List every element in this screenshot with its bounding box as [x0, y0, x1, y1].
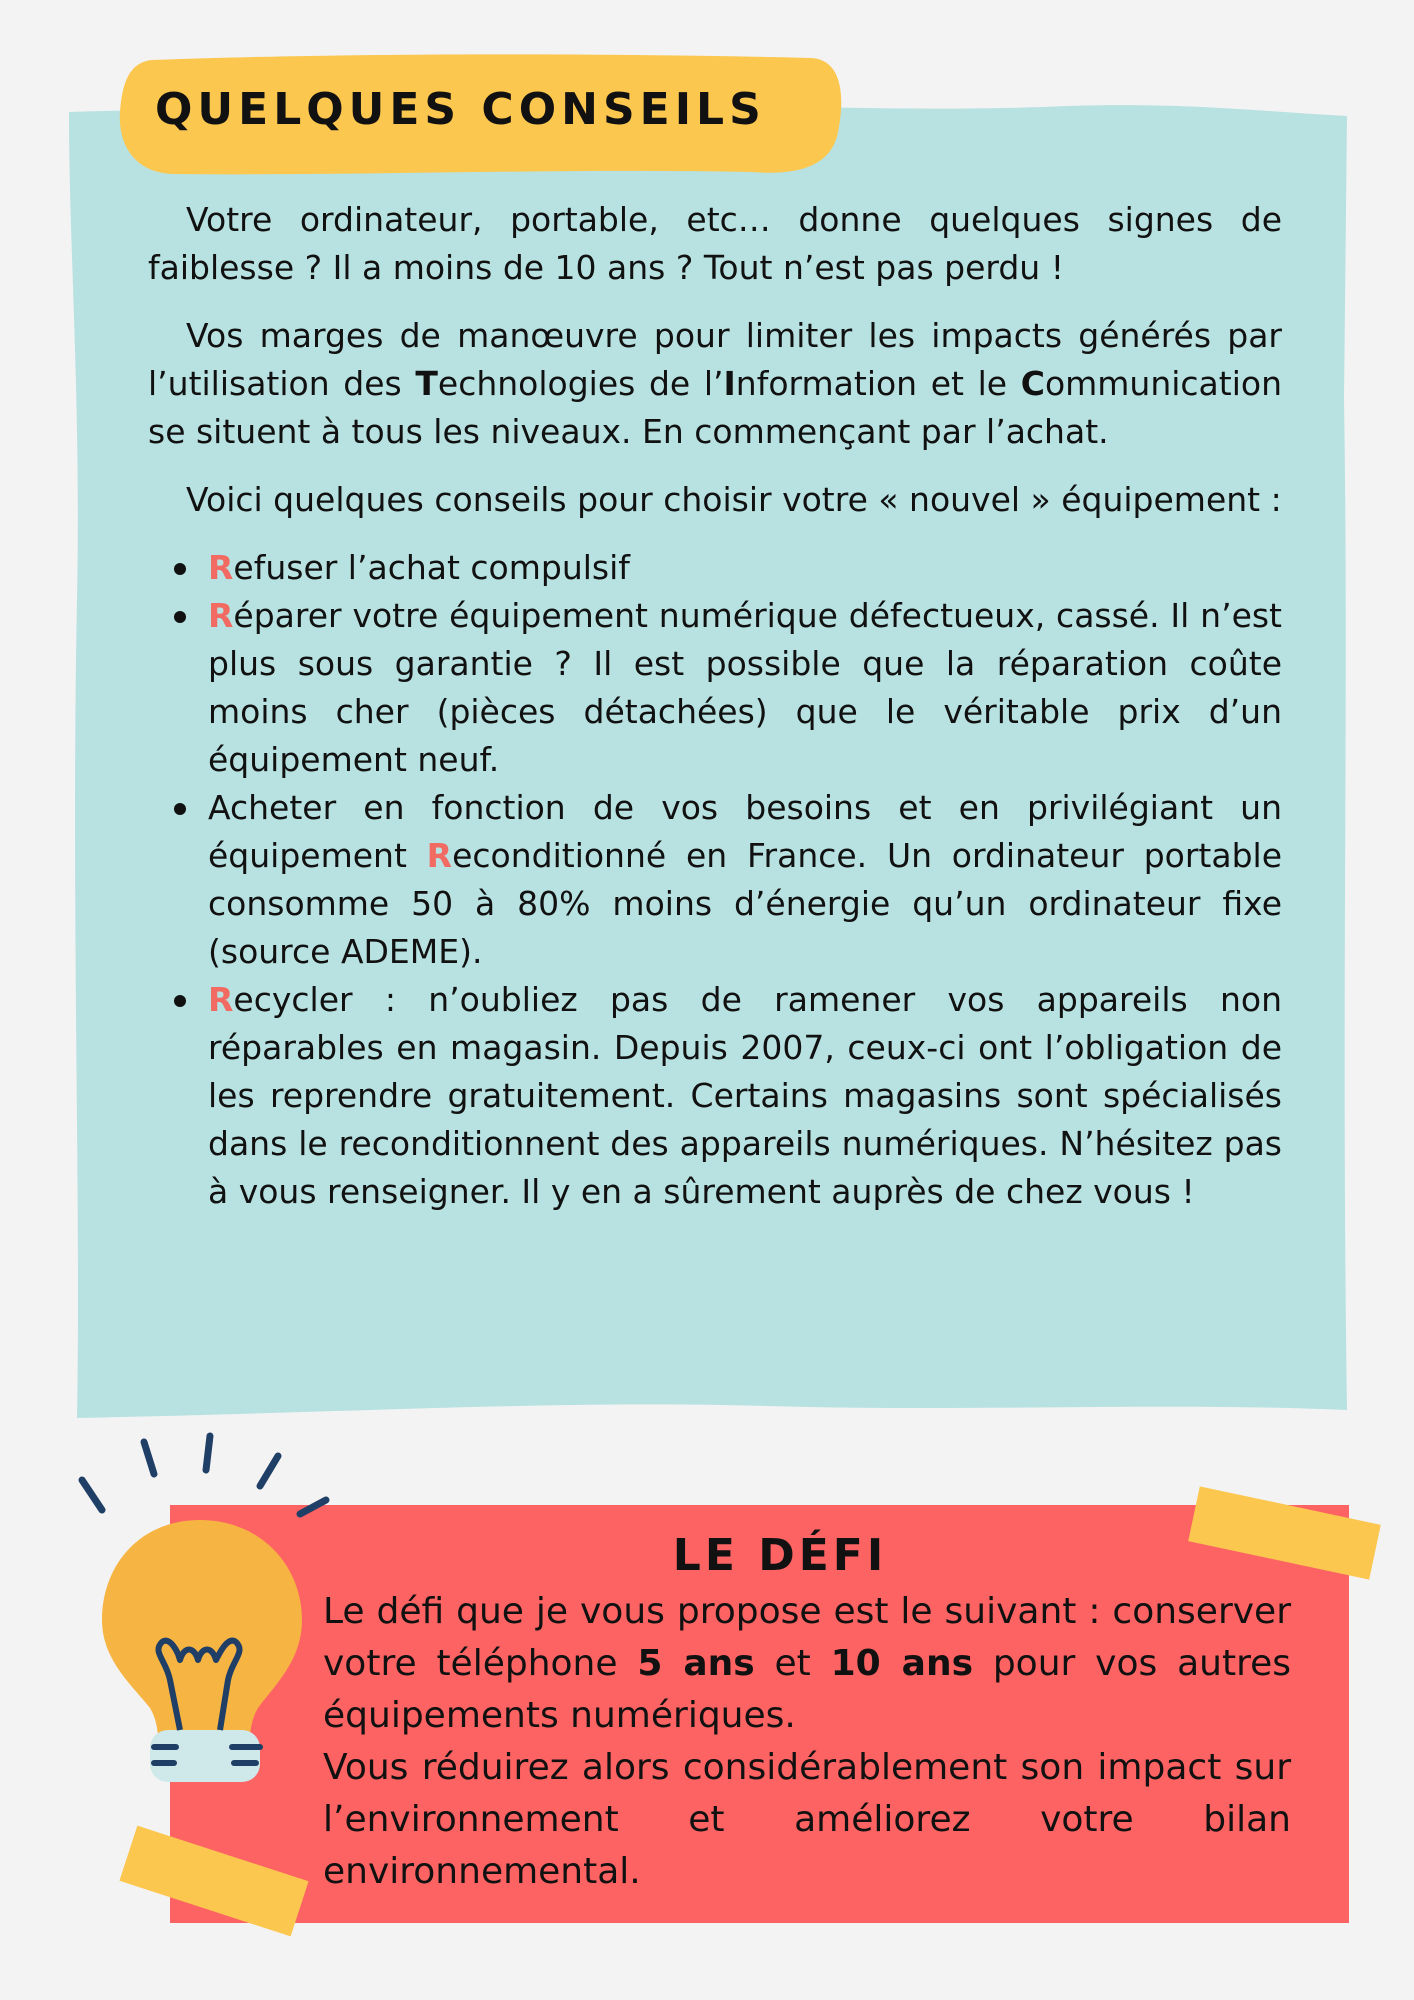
list-item: Acheter en fonction de vos besoins et en privilégiant un équipement Reconditionné en France. Un ordinateur portable consomme 50 à 80% moins d’énergie qu’un ordinateur fixe (source ADEME).	[208, 784, 1282, 976]
tips-paragraph-3: Voici quelques conseils pour choisir votre « nouvel » équipement :	[186, 480, 1282, 519]
defi-text	[323, 1586, 1291, 1898]
defi-paragraph-2: Vous réduirez alors considérablement son impact sur l’environnement et améliorez votre bilan environnemental.	[323, 1747, 1291, 1892]
tips-body	[148, 196, 1282, 1216]
tips-title: QUELQUES CONSEILS	[155, 84, 766, 135]
defi-paragraph-1: Le défi que je vous propose est le suivant : conserver votre téléphone 5 ans et 10 ans pour vos autres équipements numériques.	[323, 1591, 1291, 1736]
tips-paragraph-2: Vos marges de manœuvre pour limiter les impacts générés par l’utilisation des Technologies de l’Information et le Communication se situent à tous les niveaux. En commençant par l’achat.	[148, 316, 1282, 451]
list-item: Réparer votre équipement numérique défectueux, cassé. Il n’est plus sous garantie ? Il est possible que la réparation coûte moins cher (pièces détachées) que le véritable prix d’un équipement neuf.	[208, 592, 1282, 784]
tips-paragraph-1: Votre ordinateur, portable, etc… donne quelques signes de faiblesse ? Il a moins de 10 ans ? Tout n’est pas perdu !	[148, 200, 1282, 287]
tips-list	[148, 544, 1282, 1216]
lightbulb-icon	[70, 1430, 350, 1800]
list-item: Recycler : n’oubliez pas de ramener vos appareils non réparables en magasin. Depuis 2007, ceux-ci ont l’obligation de les reprendre gratuitement. Certains magasins sont spécialisés dans le reconditionnent des appareils numériques. N’hésitez pas à vous renseigner. Il y en a sûrement auprès de chez vous !	[208, 976, 1282, 1216]
defi-title: LE DÉFI	[672, 1530, 888, 1581]
list-item: Refuser l’achat compulsif	[208, 544, 1282, 592]
